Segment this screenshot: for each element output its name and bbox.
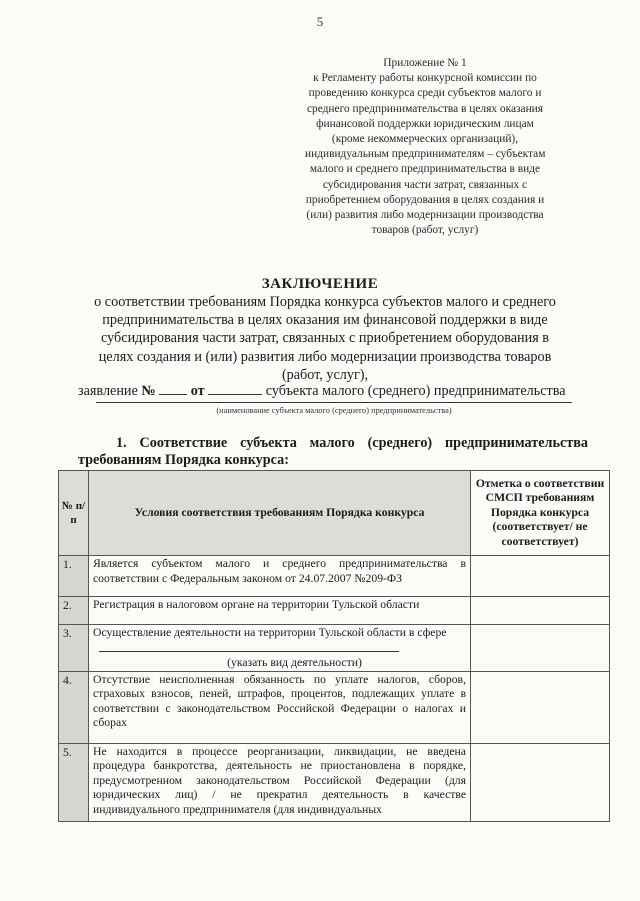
subtitle-line: субсидирования части затрат, связанных с приобретением оборудования в [101,330,549,347]
appendix-line: товаров (работ, услуг) [371,224,479,237]
appendix-line: к Регламенту работы конкурсной комиссии по [313,72,537,85]
number-blank[interactable] [159,382,187,395]
document-subtitle [70,293,580,384]
subtitle-line: о соответствии требованиям Порядка конкурса субъектов малого и среднего [94,294,556,310]
page-number: 5 [316,14,324,29]
table-row [59,625,610,672]
statement-prefix: заявление [78,383,142,399]
from-label: от [190,383,205,399]
row-num: 3. [59,625,89,672]
appendix-note [305,56,545,238]
row-condition-text: Осуществление деятельности на территории Тульской области в сфере [93,626,447,639]
appendix-line: индивидуальным предпринимателям – субъектам [305,148,546,161]
subtitle-line: (работ, услуг), [281,366,369,383]
table-row [59,556,610,597]
row-condition: Не находится в процессе реорганизации, ликвидации, не введена процедура банкротства, деятельность не приостановлена в порядке, предусмотренном законодательством Российской Федерации (для юридических лиц) / не прекратил деятельность в качестве индивидуального предпринимателя (для индивидуальных [89,743,471,821]
activity-caption: (указать вид деятельности) [227,656,362,669]
row-condition [89,625,471,672]
section-heading-line1: 1. Соответствие субъекта малого (среднего) предпринимательства [116,435,588,451]
row-mark-cell[interactable] [471,625,610,672]
date-blank[interactable] [208,382,262,395]
row-mark-cell[interactable] [471,671,610,743]
appendix-line: среднего предпринимательства в целях оказания [306,102,543,115]
entity-name-blank[interactable] [96,402,572,403]
row-mark-cell[interactable] [471,556,610,597]
appendix-line: финансовой поддержки юридическим лицам [316,117,534,130]
row-condition: Регистрация в налоговом органе на территории Тульской области [89,597,471,625]
subtitle-line: предпринимательства в целях оказания им финансовой поддержки в виде [102,312,548,329]
section-heading [78,435,588,469]
row-num: 5. [59,743,89,821]
row-num: 1. [59,556,89,597]
header-mark: Отметка о соответствии СМСП требованиям Порядка конкурса (соответствует/ не соответствует) [471,471,610,556]
row-num: 2. [59,597,89,625]
entity-name-caption: (наименование субъекта малого (среднего) предпринимательства) [216,406,452,415]
table-row [59,743,610,821]
appendix-line: (кроме некоммерческих организаций), [331,133,519,146]
compliance-table [58,470,610,822]
row-condition: Является субъектом малого и среднего предпринимательства в соответствии с Федеральным законом от 24.07.2007 №209-ФЗ [89,556,471,597]
row-num: 4. [59,671,89,743]
subtitle-line: целях создания и (или) развития либо модернизации производства товаров [98,348,552,365]
row-mark-cell[interactable] [471,743,610,821]
document-title: ЗАКЛЮЧЕНИЕ [261,276,379,292]
row-mark-cell[interactable] [471,597,610,625]
appendix-line: проведению конкурса среди субъектов малого и [308,87,542,100]
row-condition: Отсутствие неисполненная обязанность по уплате налогов, сборов, страховых взносов, пеней, штрафов, процентов, подлежащих уплате в соответствии с законодательством Российской Федерации о налогах и сборах [89,671,471,743]
table-row [59,597,610,625]
header-num: № п/п [59,471,89,556]
number-label: № [141,383,156,399]
section-heading-line2: требованиям Порядка конкурса: [78,452,289,468]
activity-blank[interactable] [93,641,466,657]
statement-suffix: субъекта малого (среднего) предпринимательства [265,383,566,399]
table-row [59,671,610,743]
statement-line [78,382,598,400]
appendix-line: субсидирования части затрат, связанных с [322,178,528,191]
appendix-line: приобретением оборудования в целях создания и [305,193,545,206]
appendix-line: малого и среднего предпринимательства в виде [309,163,541,176]
table-header-row [59,471,610,556]
header-conditions: Условия соответствия требованиям Порядка конкурса [89,471,471,556]
appendix-line: (или) развития либо модернизации производства [306,209,544,222]
appendix-line: Приложение № 1 [383,57,467,69]
